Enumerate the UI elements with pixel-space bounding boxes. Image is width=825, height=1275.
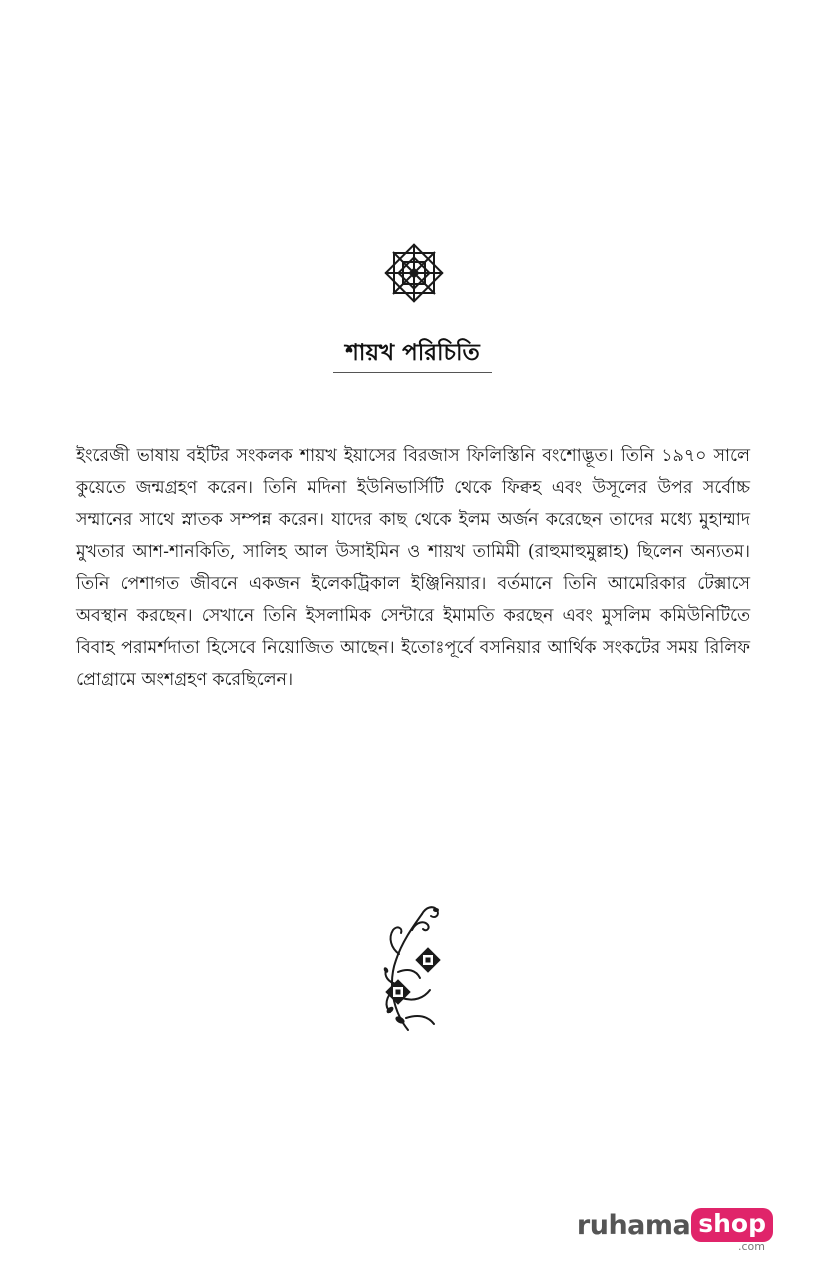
- brand-name: ruhama: [576, 1209, 691, 1241]
- biography-text: [76, 440, 750, 696]
- brand-highlight: shop: [691, 1208, 773, 1242]
- biography-paragraph: ইংরেজী ভাষায় বইটির সংকলক শায়খ ইয়াসের বিরজাস ফিলিস্তিনি বংশোদ্ভূত। তিনি ১৯৭০ সালে কুয়েতে জন্মগ্রহণ করেন। তিনি মদিনা ইউনিভার্সিটি থেকে ফিক্বহ এবং উসূলের উপর সর্বোচ্চ সম্মানের সাথে স্নাতক সম্পন্ন করেন। যাদের কাছ থেকে ইলম অর্জন করেছেন তাদের মধ্যে মুহাম্মাদ মুখতার আশ-শানকিতি, সালিহ আল উসাইমিন ও শায়খ তামিমী (রাহুমাহুমুল্লাহ) ছিলেন অন্যতম। তিনি পেশাগত জীবনে একজন ইলেকট্রিকাল ইঞ্জিনিয়ার। বর্তমানে তিনি আমেরিকার টেক্সাসে অবস্থান করছেন। সেখানে তিনি ইসলামিক সেন্টারে ইমামতি করছেন এবং মুসলিম কমিউনিটিতে বিবাহ পরামর্শদাতা হিসেবে নিয়োজিত আছেন। ইতোঃপূর্বে বসনিয়ার আর্থিক সংকটের সময় রিলিফ প্রোগ্রামে অংশগ্রহণ করেছিলেন।: [76, 446, 750, 690]
- page-title: শায়খ পরিচিতি: [333, 338, 492, 373]
- geometric-star-ornament-icon: [381, 240, 447, 306]
- brand-logo: [577, 1208, 773, 1253]
- floral-vine-ornament-icon: [378, 898, 446, 1034]
- brand-wordmark: [577, 1208, 773, 1242]
- brand-domain: .com: [738, 1240, 765, 1253]
- heading-container: [0, 338, 825, 373]
